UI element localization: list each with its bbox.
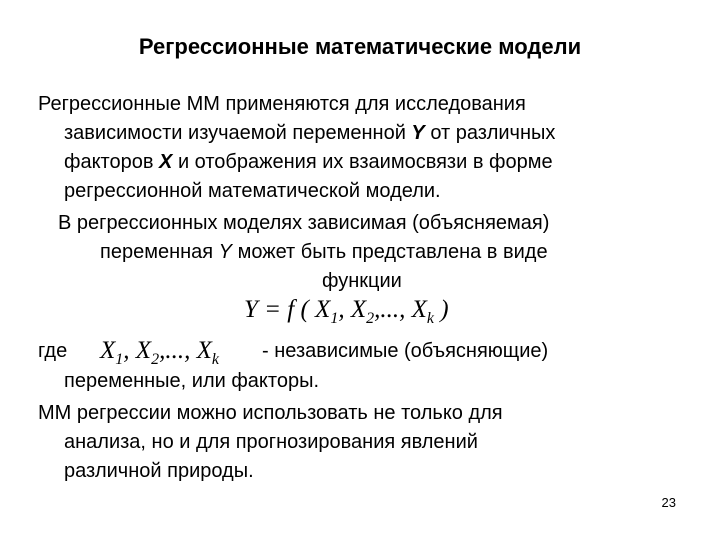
p1-line3-b: и отображения их взаимосвязи в форме (172, 151, 553, 173)
p1-line2-a: зависимости изучаемой переменной (64, 122, 412, 144)
p3-line2: переменные, или факторы. (64, 370, 320, 392)
p2-line3: функции (322, 270, 402, 292)
p1-line4: регрессионной математической модели. (64, 180, 441, 202)
p1-line3-a: факторов (64, 151, 160, 173)
p2-line1: В регрессионных моделях зависимая (объясняемая) (58, 212, 550, 234)
p2-line2-a: переменная (100, 241, 219, 263)
p4-line3: различной природы. (64, 460, 254, 482)
p3-desc: - независимые (объясняющие) (262, 340, 549, 362)
slide-title: Регрессионные математические модели (138, 34, 582, 59)
factor-variables: $X_1$, $X_2$,..., $X_k$ (100, 337, 219, 368)
regression-formula: Y = f ( $X_1$, $X_2$,..., $X_k$ ) (244, 296, 449, 327)
where-label: где (38, 340, 68, 362)
page-number: 23 (661, 495, 676, 510)
var-y: Y (411, 122, 425, 144)
p1-line2-b: от различных (424, 122, 556, 144)
p2-line2-b: может быть представлена в виде (232, 241, 548, 263)
p2-line2 (100, 240, 548, 264)
var-y-2: Y (218, 241, 233, 263)
p1-line3 (64, 150, 553, 174)
p4-line2: анализа, но и для прогнозирования явлений (64, 431, 478, 453)
var-x: X (159, 151, 173, 173)
p4-line1: ММ регрессии можно использовать не только для (38, 402, 503, 424)
p1-line1: Регрессионные ММ применяются для исследования (38, 93, 526, 115)
p1-line2 (64, 121, 555, 145)
